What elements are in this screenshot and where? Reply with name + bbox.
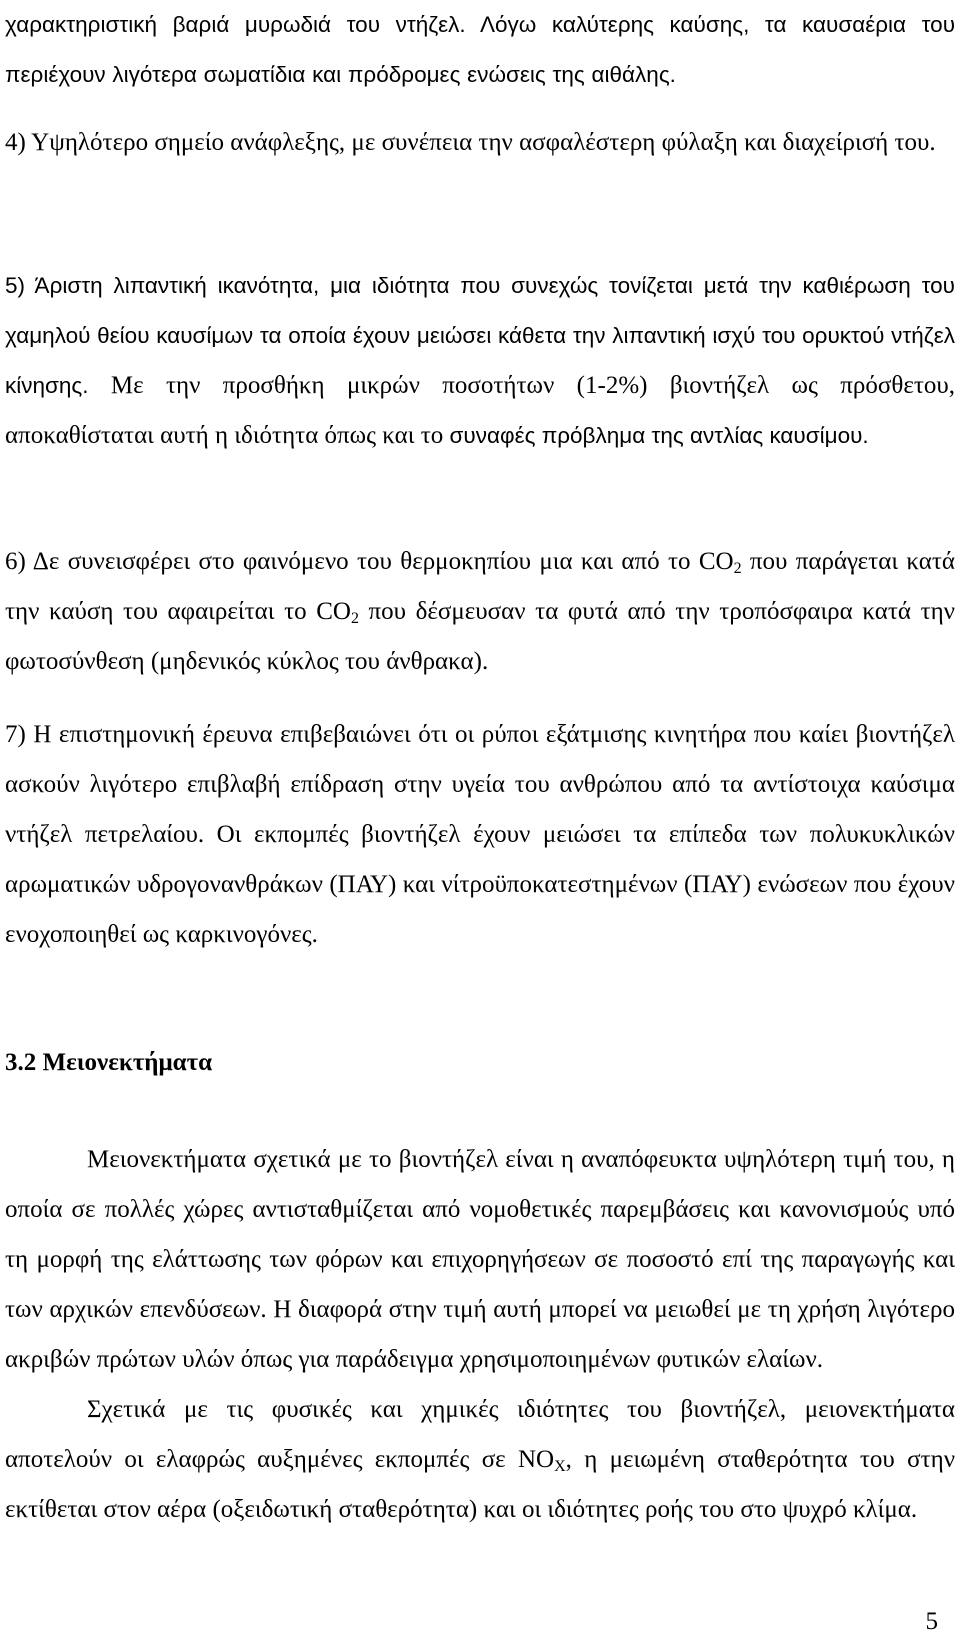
co2-subscript: 2 <box>350 610 359 627</box>
disadvantages-paragraph-2 <box>5 1385 955 1535</box>
list-item-6-text-c: που δέσμευσαν τα φυτά από την τροπόσφαιρα κατά την φωτοσύνθεση (μηδενικός κύκλος του άνθρακα). <box>5 598 955 675</box>
list-item-5 <box>5 261 955 461</box>
list-item-4: 4) Υψηλότερο σημείο ανάφλεξης, με συνέπεια την ασφαλέστερη φύλαξη και διαχείρισή του. <box>5 129 936 156</box>
list-item-6-text-a: 6) Δε συνεισφέρει στο φαινόμενο του θερμοκηπίου μια και από το CO <box>5 548 734 575</box>
co2-subscript: 2 <box>733 560 742 577</box>
page-number: 5 <box>925 1608 938 1635</box>
list-item-5-text-a: 5) Άριστη λιπαντική ικανότητα, μια ιδιότητα που συνεχώς τονίζεται μετά την καθιέρωση του χαμηλού θείου καυσίμων τα οποία έχουν μειώσει κάθετα την λιπαντική ισχύ του ορυκτού ντήζελ κίνησης. <box>5 273 955 398</box>
list-item-5-text-c: συναφές πρόβλημα της αντλίας καυσίμου. <box>449 423 869 448</box>
list-item-6 <box>5 537 955 687</box>
section-heading: 3.2 Μειονεκτήματα <box>5 1049 213 1076</box>
list-item-7: 7) Η επιστημονική έρευνα επιβεβαιώνει ότι οι ρύποι εξάτμισης κινητήρα που καίει βιοντήζελ ασκούν λιγότερο επιβλαβή επίδραση στην υγεία του ανθρώπου από τα αντίστοιχα καύσιμα ντήζελ πετρελαίου. Οι εκπομπές βιοντήζελ έχουν μειώσει τα επίπεδα των πολυκυκλικών αρωματικών υδρογονανθράκων (ΠΑΥ) και νίτροϋποκατεστημένων (ΠΑΥ) ενώσεων που έχουν ενοχοποιηθεί ως καρκινογόνες. <box>5 721 955 948</box>
disadvantages-paragraph-1: Μειονεκτήματα σχετικά με το βιοντήζελ είναι η αναπόφευκτα υψηλότερη τιμή του, η οποία σε πολλές χώρες αντισταθμίζεται από νομοθετικές παρεμβάσεις και κανονισμούς υπό τη μορφή της ελάττωσης των φόρων και επιχορηγήσεων σε ποσοστό επί της παραγωγής και των αρχικών επενδύσεων. Η διαφορά στην τιμή αυτή μπορεί να μειωθεί με τη χρήση λιγότερο ακριβών πρώτων υλών όπως για παράδειγμα χρησιμοποιημένων φυτικών ελαίων. <box>5 1146 955 1373</box>
intro-paragraph: χαρακτηριστική βαριά μυρωδιά του ντήζελ. Λόγω καλύτερης καύσης, τα καυσαέρια του περιέχουν λιγότερα σωματίδια και πρόδρομες ενώσεις της αιθάλης. <box>5 12 955 87</box>
disadvantages-paragraph-2-text-b: , η μειωμένη σταθερότητα του στην εκτίθεται στον αέρα (οξειδωτική σταθερότητα) και οι ιδιότητες ροής του στο ψυχρό κλίμα. <box>5 1446 955 1523</box>
disadvantages-paragraph-2-text-a: Σχετικά με τις φυσικές και χημικές ιδιότητες του βιοντήζελ, μειονεκτήματα αποτελούν οι ελαφρώς αυξημένες εκπομπές σε NO <box>5 1396 955 1473</box>
list-item-5-text-b: Με την προσθήκη μικρών ποσοτήτων (1-2%) βιοντήζελ ως πρόσθετου, αποκαθίσταται αυτή η ιδιότητα όπως και το <box>5 372 955 449</box>
nox-subscript: X <box>554 1458 566 1475</box>
list-item-6-text-b: που παράγεται κατά την καύση του αφαιρείται το CO <box>5 548 956 625</box>
